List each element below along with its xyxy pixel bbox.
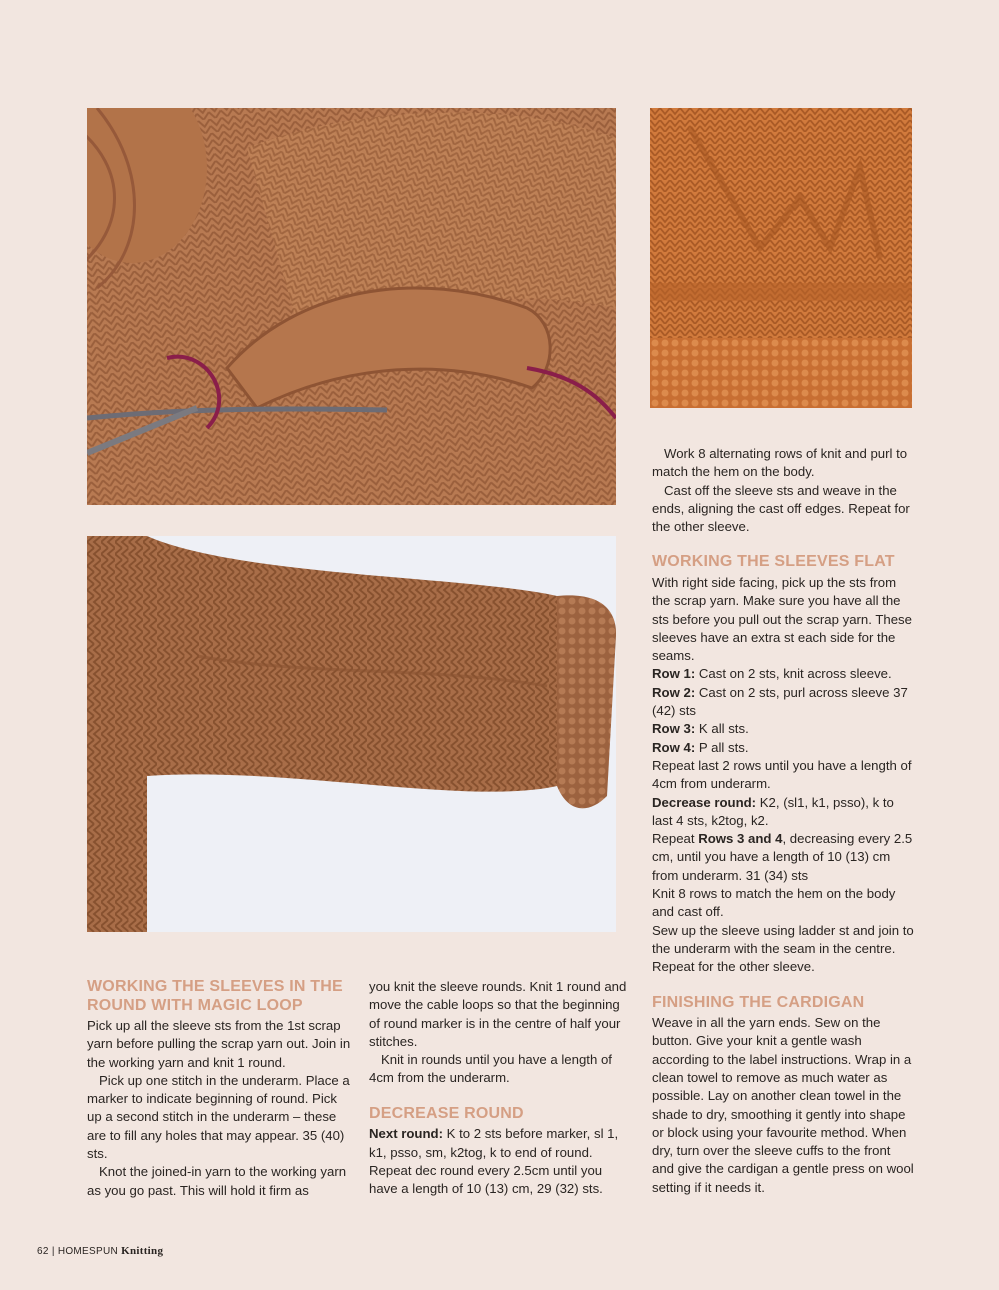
instruction-row-3: [652, 720, 914, 738]
section-heading-decrease-round: DECREASE ROUND: [369, 1104, 524, 1122]
column-right: [652, 445, 914, 1197]
label: Row 3:: [652, 721, 696, 737]
label: Rows 3 and 4: [698, 831, 783, 847]
paragraph: Repeat last 2 rows until you have a length of 4cm from underarm.: [652, 757, 912, 792]
paragraph: Knit 8 rows to match the hem on the body and cast off.: [652, 886, 896, 920]
paragraph: Pick up one stitch in the underarm. Place a marker to indicate beginning of round. Pick up a second stitch in the underarm – these are to fill any holes that may appear. 35 (40) sts.: [87, 1072, 350, 1162]
column-middle: [369, 978, 631, 1198]
photo-sleeve-on-needle: [87, 108, 616, 505]
paragraph: Sew up the sleeve using ladder st and join to the underarm with the seam in the centre. Repeat for the other sleeve.: [652, 922, 914, 975]
page-footer: [37, 1245, 163, 1257]
footer-separator: |: [51, 1246, 55, 1257]
page-number: 62: [37, 1246, 49, 1257]
label: Row 4:: [652, 739, 696, 755]
photo-finished-sleeve: [87, 536, 616, 932]
instruction-row-4: [652, 739, 914, 757]
text: K2, (sl1, k1, psso), k to last 4 sts, k2tog, k2.: [652, 794, 894, 828]
text: Cast on 2 sts, purl across sleeve 37 (42) sts: [652, 684, 908, 719]
label: Next round:: [369, 1126, 443, 1142]
section-heading-finishing: FINISHING THE CARDIGAN: [652, 993, 865, 1011]
paragraph: Weave in all the yarn ends. Sew on the button. Give your knit a gentle wash according to the label instructions. Wrap in a clean towel to remove as much water as possible. Lay on another clean towel in the shade to dry, smoothing it gently into shape or block using your favourite method. When dry, turn over the sleeve cuffs to the front and give the cardigan a gentle press on wool setting if it needs it.: [652, 1015, 914, 1195]
label: Decrease round:: [652, 794, 757, 810]
column-left: [87, 978, 352, 1200]
instruction-decrease-round: [652, 794, 914, 831]
paragraph: Work 8 alternating rows of knit and purl to match the hem on the body.: [652, 446, 908, 480]
paragraph: Pick up all the sleeve sts from the 1st scrap yarn before pulling the scrap yarn out. Join in the working yarn and knit 1 round.: [87, 1018, 351, 1070]
section-heading-sleeves-flat: WORKING THE SLEEVES FLAT: [652, 553, 895, 571]
instruction-repeat: [652, 830, 914, 885]
text: P all sts.: [695, 739, 749, 755]
paragraph: Knot the joined-in yarn to the working yarn as you go past. This will hold it firm as: [87, 1164, 347, 1198]
paragraph: Cast off the sleeve sts and weave in the ends, aligning the cast off edges. Repeat for the other sleeve.: [652, 482, 910, 535]
instruction-row-2: [652, 684, 914, 721]
photo-knit-swatch: [650, 108, 912, 408]
text: Repeat: [652, 831, 699, 847]
paragraph: With right side facing, pick up the sts from the scrap yarn. Make sure you have all the sts before you pull out the scrap yarn. These sleeves have an extra st each side for the seams.: [652, 574, 912, 664]
paragraph: you knit the sleeve rounds. Knit 1 round and move the cable loops so that the beginning of round marker is in the centre of half your stitches.: [369, 979, 627, 1049]
label: Row 2:: [652, 684, 696, 700]
text: , decreasing every 2.5 cm, until you have a length of 10 (13) cm from underarm. 31 (34) sts: [652, 831, 913, 883]
label: Row 1:: [652, 666, 696, 682]
text: K to 2 sts before marker, sl 1, k1, psso, sm, k2tog, k to end of round. Repeat dec round every 2.5cm until you have a length of 10 (13) cm, 29 (32) sts.: [369, 1126, 619, 1197]
instruction-row-1: [652, 665, 914, 683]
magazine-name: HOMESPUN: [57, 1246, 119, 1257]
text: Cast on 2 sts, knit across sleeve.: [695, 666, 892, 682]
section-heading-magic-loop: WORKING THE SLEEVES IN THE ROUND WITH MAGIC LOOP: [87, 978, 343, 1014]
text: K all sts.: [695, 721, 749, 737]
instruction-next-round: [369, 1125, 631, 1198]
paragraph: Knit in rounds until you have a length of 4cm from the underarm.: [369, 1052, 612, 1086]
magazine-section: Knitting: [121, 1245, 164, 1257]
